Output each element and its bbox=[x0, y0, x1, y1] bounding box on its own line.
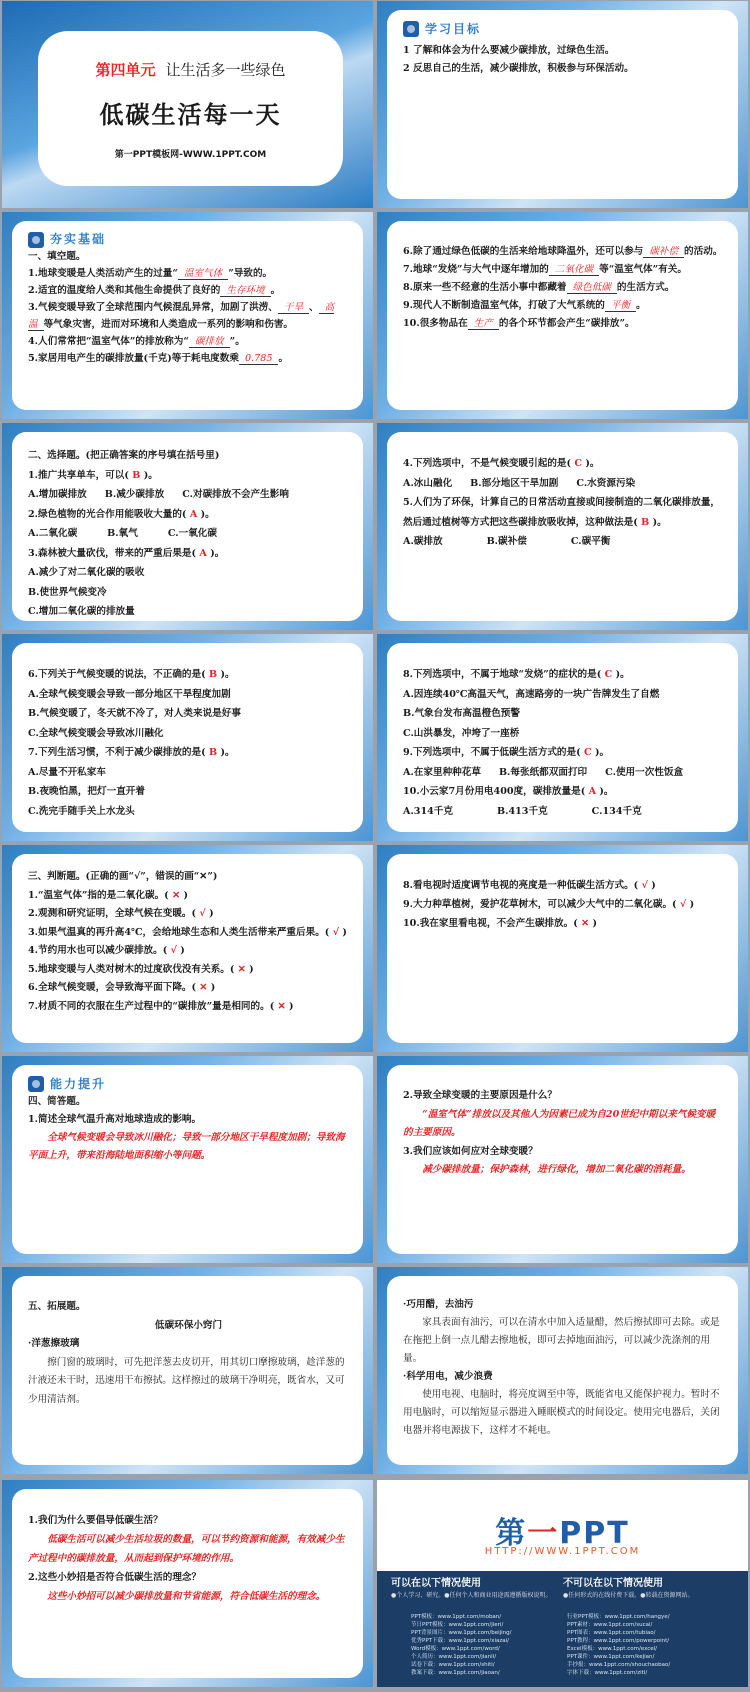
slide-card bbox=[387, 1065, 738, 1254]
link[interactable]: PPT模板：www.1ppt.com/moban/ bbox=[411, 1614, 502, 1620]
link-list bbox=[411, 1613, 512, 1677]
q-text: ) bbox=[689, 899, 695, 910]
ability2-body bbox=[403, 1087, 724, 1180]
header-icon bbox=[28, 1076, 44, 1092]
answer: √ bbox=[332, 926, 340, 938]
q-text: )。 bbox=[210, 547, 225, 559]
option: B.使世界气候变冷 bbox=[28, 586, 107, 598]
option: C.使用一次性饭盒 bbox=[605, 766, 684, 778]
q-text: 5.地球变暖与人类对树木的过度砍伐没有关系。( bbox=[28, 963, 235, 975]
q-text: 3.森林被大量砍伐，带来的严重后果是( bbox=[28, 547, 197, 559]
option: B.气象台发布高温橙色预警 bbox=[403, 708, 520, 719]
link[interactable]: 个人简历：www.1ppt.com/jianli/ bbox=[411, 1654, 497, 1660]
choice-q6 bbox=[28, 665, 349, 685]
slide-choice3[interactable] bbox=[2, 634, 373, 841]
link[interactable]: PPT背景图片：www.1ppt.com/beijing/ bbox=[411, 1630, 512, 1636]
question: 1.简述全球气温升高对地球造成的影响。 bbox=[28, 1114, 202, 1125]
judge-item bbox=[28, 998, 349, 1017]
link[interactable]: PPT课件：www.1ppt.com/kejian/ bbox=[567, 1654, 655, 1660]
q-text: 1.“温室气体”指的是二氧化碳。( bbox=[28, 889, 169, 901]
answer: B bbox=[209, 669, 218, 680]
link[interactable]: Excel模板：www.1ppt.com/excel/ bbox=[567, 1646, 658, 1652]
header-icon bbox=[28, 232, 44, 248]
slide-choice1[interactable] bbox=[2, 423, 373, 630]
extend-body bbox=[28, 1298, 349, 1409]
answer: √ bbox=[679, 899, 687, 910]
answer: B bbox=[209, 747, 218, 758]
tip-text: 家具表面有油污，可以在清水中加入适量醋，然后擦拭即可去除。或是在拖把上倒一点儿醋去擦地板，即可去掉地面油污，可以减少洗涤剂的用量。 bbox=[403, 1317, 720, 1364]
judge-item bbox=[28, 924, 349, 943]
option: B.减少碳排放 bbox=[104, 489, 165, 500]
slide-judge1[interactable] bbox=[2, 845, 373, 1052]
q-text: )。 bbox=[220, 669, 235, 680]
option: B.碳补偿 bbox=[486, 536, 527, 547]
fill-q1 bbox=[28, 265, 349, 282]
q-text: 2.绿色植物的光合作用能吸收大量的( bbox=[28, 508, 187, 520]
slide-card bbox=[387, 10, 738, 199]
fill-q8 bbox=[403, 279, 724, 297]
q-text: ) bbox=[183, 889, 188, 901]
judge-item bbox=[28, 905, 349, 924]
answer: ✕ bbox=[581, 918, 590, 929]
q-text: 7.下列生活习惯，不利于减少碳排放的是( bbox=[28, 747, 206, 758]
q-text: 5.家居用电产生的碳排放量(千克)等于耗电度数乘 bbox=[28, 353, 239, 364]
option: A.全球气候变暖会导致一部分地区干旱程度加剧 bbox=[28, 688, 231, 700]
slide-ability[interactable] bbox=[2, 1056, 373, 1263]
answer-text: 全球气候变暖会导致冰川融化；导致一部分地区干旱程度加剧；导致海平面上升，带来沿海陆地面积缩小等问题。 bbox=[28, 1132, 345, 1161]
slide-fill2[interactable] bbox=[377, 212, 748, 419]
answer-text: 低碳生活可以减少生活垃圾的数量，可以节约资源和能源，有效减少生产过程中的碳排放量，从而起到保护环境的作用。 bbox=[28, 1534, 345, 1564]
answer: B bbox=[641, 516, 650, 528]
link[interactable]: PPT图表：www.1ppt.com/tubiao/ bbox=[567, 1630, 656, 1636]
cover-site: 第一PPT模板网-WWW.1PPT.COM bbox=[114, 150, 267, 160]
judge1-body bbox=[28, 868, 349, 1016]
slide-card bbox=[12, 432, 363, 621]
q-text: 。 bbox=[636, 300, 646, 311]
tip-text: 擦门窗的玻璃时，可先把洋葱去皮切开，用其切口摩擦玻璃，趁洋葱的汁液还未干时，迅速用干布擦拭。这样擦过的玻璃干净明亮，既省水，又可少用清洁剂。 bbox=[28, 1356, 345, 1405]
answer: C bbox=[584, 747, 592, 758]
judge-item bbox=[403, 876, 724, 895]
choice4-body bbox=[403, 665, 724, 821]
answer: 平衡 bbox=[605, 300, 636, 312]
answer: 生产 bbox=[468, 318, 499, 330]
cover-title: 低碳生活每一天 bbox=[99, 100, 282, 129]
options bbox=[403, 802, 724, 822]
q-text: 9.下列选项中，不属于低碳生活方式的是( bbox=[403, 747, 581, 758]
option: B.每张纸都双面打印 bbox=[498, 766, 588, 778]
goals-body bbox=[403, 20, 724, 78]
fill-q4 bbox=[28, 333, 349, 350]
slide-card bbox=[12, 854, 363, 1043]
site-url[interactable]: HTTP://WWW.1PPT.COM bbox=[484, 1546, 641, 1557]
q-text: )。 bbox=[599, 786, 614, 797]
q-text: 5.人们为了环保，计算自己的日常活动直接或间接制造的二氧化碳排放量，然后通过植树等方式把这些碳排放吸收掉，这种做法是( bbox=[403, 497, 721, 528]
tip-text: 使用电视、电脑时，将亮度调至中等，既能省电又能保护视力。暂时不用电脑时，可以缩短显示器进入睡眠模式的时间设定。使用完电器后，关闭电器并将电源拔下，这样才不耗电。 bbox=[403, 1389, 720, 1436]
q-text: 的活动。 bbox=[684, 246, 723, 257]
option: B.413千克 bbox=[497, 805, 548, 817]
q-text: 6.除了通过绿色低碳的生活来给地球降温外，还可以参与 bbox=[403, 246, 644, 257]
q-text: )。 bbox=[615, 669, 630, 680]
link[interactable]: 优秀PPT下载：www.1ppt.com/xiazai/ bbox=[411, 1638, 510, 1644]
q-text: 2.观测和研究证明，全球气候在变暖。( bbox=[28, 908, 197, 919]
section-title: 三、判断题。(正确的画“√”，错误的画“✕”) bbox=[28, 871, 218, 882]
choice-q2 bbox=[28, 505, 349, 525]
option: A.二氧化碳 bbox=[28, 528, 78, 539]
header-title: 夯实基础 bbox=[50, 232, 107, 246]
answer: √ bbox=[641, 880, 648, 891]
q-text: 10.小云家7月份用电400度，碳排放量是( bbox=[403, 786, 586, 797]
option: C.一氧化碳 bbox=[167, 528, 217, 539]
goal-item: 2 反思自己的生活，减少碳排放，积极参与环保活动。 bbox=[403, 63, 634, 74]
slide-card bbox=[12, 221, 363, 410]
q-text: )。 bbox=[200, 508, 215, 520]
option: A.冰山融化 bbox=[403, 477, 453, 489]
header-icon bbox=[403, 21, 419, 37]
answer: 温室气体 bbox=[178, 268, 228, 280]
slide-choice2[interactable] bbox=[377, 423, 748, 630]
q-text: 3.气候变暖导致了全球范围内气候混乱异常，加剧了洪涝、 bbox=[28, 302, 278, 313]
basics-body bbox=[28, 231, 349, 367]
q-text: )。 bbox=[652, 516, 667, 528]
options bbox=[403, 763, 724, 783]
q-text: 1.地球变暖是人类活动产生的过量“ bbox=[28, 268, 178, 279]
option: C.对碳排放不会产生影响 bbox=[182, 489, 289, 500]
q-text: 7.材质不同的衣服在生产过程中的“碳排放”量是相同的。( bbox=[28, 1000, 275, 1012]
answer: A bbox=[189, 508, 198, 520]
unit-title: 让生活多一些绿色 bbox=[165, 61, 286, 79]
answer-text: “温室气体”排放以及其他人为因素已成为自20世纪中期以来气候变暖的主要原因。 bbox=[403, 1108, 716, 1138]
options bbox=[28, 524, 349, 544]
unit-label: 第四单元 bbox=[95, 61, 156, 79]
q-text: 的生活方式。 bbox=[616, 282, 675, 293]
fill-q2 bbox=[28, 282, 349, 299]
options bbox=[403, 532, 724, 552]
options bbox=[403, 474, 724, 494]
q-text: 。 bbox=[278, 353, 289, 364]
goal-item: 1 了解和体会为什么要减少碳排放，过绿色生活。 bbox=[403, 45, 615, 56]
option: C.山洪暴发，冲垮了一座桥 bbox=[403, 727, 520, 739]
answer: A bbox=[588, 786, 597, 797]
answer: B bbox=[132, 469, 141, 481]
answer-text: 减少碳排放量；保护森林，进行绿化，增加二氧化碳的消耗量。 bbox=[422, 1164, 691, 1175]
q-text: ) bbox=[288, 1000, 294, 1012]
answer: 二氧化碳 bbox=[549, 264, 599, 276]
answer: ✕ bbox=[237, 963, 246, 975]
logo-part: 一 bbox=[527, 1516, 560, 1551]
slide-extend2[interactable] bbox=[377, 1267, 748, 1474]
slide-card bbox=[387, 221, 738, 410]
choice1-body bbox=[28, 446, 349, 621]
answer: ✕ bbox=[277, 1000, 286, 1012]
option: C.碳平衡 bbox=[570, 536, 611, 547]
link-list bbox=[567, 1613, 670, 1677]
slide-extend[interactable] bbox=[2, 1267, 373, 1474]
section-title: 五、拓展题。 bbox=[28, 1301, 86, 1312]
tips-title: 低碳环保小窍门 bbox=[154, 1319, 223, 1331]
q-text: 3.如果气温真的再升高4℃，会给地球生态和人类生活带来严重后果。( bbox=[28, 926, 330, 938]
logo-part: 第 bbox=[495, 1516, 528, 1551]
choice-q8 bbox=[403, 665, 724, 685]
can-title: 可以在以下情况使用 bbox=[391, 1578, 481, 1589]
link[interactable]: 教案下载：www.1ppt.com/jiaoan/ bbox=[411, 1670, 500, 1676]
slide-extend3[interactable] bbox=[2, 1480, 373, 1687]
choice-q1 bbox=[28, 466, 349, 486]
answer: C bbox=[574, 458, 583, 469]
q-text: ) bbox=[210, 982, 216, 993]
fill-q7 bbox=[403, 261, 724, 279]
choice-q7 bbox=[28, 743, 349, 763]
answer: 碳排放 bbox=[189, 336, 230, 348]
slide-card bbox=[12, 1276, 363, 1465]
q-text: 8.看电视时适度调节电视的亮度是一种低碳生活方式。( bbox=[403, 880, 639, 891]
section-header bbox=[28, 231, 349, 248]
fill-q9 bbox=[403, 297, 724, 315]
cannot-title: 不可以在以下情况使用 bbox=[563, 1578, 663, 1589]
answer: 生存环境 bbox=[220, 285, 270, 297]
option: C.水资源污染 bbox=[576, 477, 636, 489]
slide-basics[interactable] bbox=[2, 212, 373, 419]
q-text: 等“温室气体”有关。 bbox=[599, 264, 687, 275]
q-text: 1.推广共享单车，可以( bbox=[28, 469, 129, 481]
answer: 高温 bbox=[28, 302, 335, 330]
slide-card bbox=[387, 1276, 738, 1465]
fill-q5 bbox=[28, 350, 349, 367]
question: 1.我们为什么要倡导低碳生活？ bbox=[28, 1515, 163, 1526]
fill-q10 bbox=[403, 315, 724, 333]
slide-card bbox=[387, 432, 738, 621]
q-text: 4.下列选项中，不是气候变暖引起的是( bbox=[403, 458, 572, 469]
q-text: ) bbox=[592, 918, 598, 929]
option: C.134千克 bbox=[591, 805, 642, 817]
q-text: ) bbox=[342, 926, 347, 938]
tip-title: ·洋葱擦玻璃 bbox=[28, 1338, 80, 1349]
choice-q5 bbox=[403, 493, 724, 532]
judge2-body bbox=[403, 876, 724, 933]
answer: 0.785 bbox=[239, 353, 278, 365]
option: A.碳排放 bbox=[403, 536, 443, 547]
link[interactable]: 行业PPT模板：www.1ppt.com/hangye/ bbox=[567, 1614, 670, 1620]
q-text: ) bbox=[180, 945, 185, 956]
q-text: )。 bbox=[585, 458, 600, 469]
slide-card bbox=[12, 643, 363, 832]
q-text: 等气象灾害，进而对环境和人类造成一系列的影响和伤害。 bbox=[43, 319, 294, 330]
section-header bbox=[28, 1075, 349, 1093]
link[interactable]: PPT素材：www.1ppt.com/sucai/ bbox=[567, 1622, 653, 1628]
q-text: 9.现代人不断制造温室气体，打破了大气系统的 bbox=[403, 300, 605, 311]
extend3-body bbox=[28, 1511, 349, 1606]
section-title: 一、填空题。 bbox=[28, 251, 86, 262]
footer-panel bbox=[377, 1571, 748, 1687]
q-text: 2.适宜的温度给人类和其他生命提供了良好的 bbox=[28, 285, 221, 296]
question: 3.我们应该如何应对全球变暖？ bbox=[403, 1145, 538, 1157]
q-text: )。 bbox=[143, 469, 158, 481]
options bbox=[28, 485, 349, 505]
q-text: 9.大力种草植树，爱护花草树木，可以减少大气中的二氧化碳。( bbox=[403, 899, 677, 910]
slide-goals[interactable] bbox=[377, 1, 748, 208]
q-text: ) bbox=[249, 963, 254, 975]
answer-text: 这些小妙招可以减少碳排放量和节省能源，符合低碳生活的理念。 bbox=[47, 1591, 326, 1602]
q-text: 4.人们常常把“温室气体”的排放称为“ bbox=[28, 336, 189, 347]
section-title: 四、简答题。 bbox=[28, 1096, 86, 1107]
q-text: 8.原来一些不经意的生活小事中都藏着 bbox=[403, 282, 567, 293]
answer: A bbox=[199, 547, 207, 559]
judge-item bbox=[28, 961, 349, 980]
choice-q4 bbox=[403, 454, 724, 474]
slide-card bbox=[387, 854, 738, 1043]
cannot-use bbox=[563, 1577, 733, 1600]
q-text: ) bbox=[651, 880, 656, 891]
fill-q6 bbox=[403, 243, 724, 261]
answer: 干旱 bbox=[278, 302, 309, 314]
q-text: 7.地球“发烧”与大气中逐年增加的 bbox=[403, 264, 549, 275]
answer: ✕ bbox=[172, 889, 181, 901]
option: A.尽量不开私家车 bbox=[28, 766, 106, 778]
option: A.在家里种种花草 bbox=[403, 766, 481, 778]
option: A.增加碳排放 bbox=[28, 489, 87, 500]
option: B.夜晚怕黑，把灯一直开着 bbox=[28, 786, 145, 797]
slide-ability2[interactable] bbox=[377, 1056, 748, 1263]
judge-item bbox=[28, 942, 349, 961]
extend2-body bbox=[403, 1296, 724, 1440]
link[interactable]: PPT教程：www.1ppt.com/powerpoint/ bbox=[567, 1638, 670, 1644]
slide-cover[interactable] bbox=[2, 1, 373, 208]
option: A.314千克 bbox=[403, 805, 453, 817]
option: C.洗完手随手关上水龙头 bbox=[28, 805, 135, 817]
logo-part: PPT bbox=[559, 1516, 630, 1551]
judge-item bbox=[28, 979, 349, 998]
judge-item bbox=[403, 895, 724, 914]
q-text: ”。 bbox=[229, 336, 245, 347]
answer: C bbox=[604, 669, 613, 680]
q-text: 的各个环节都会产生“碳排放”。 bbox=[498, 318, 635, 329]
answer: 碳补偿 bbox=[643, 246, 684, 258]
cannot-text: ●任何形式的在线付费下载。●转载在资源网站。 bbox=[563, 1592, 694, 1599]
judge-item bbox=[28, 887, 349, 906]
slide-card bbox=[12, 1065, 363, 1254]
link[interactable]: 节日PPT模板：www.1ppt.com/jieri/ bbox=[411, 1622, 504, 1628]
q-text: 4.节约用水也可以减少碳排放。( bbox=[28, 945, 168, 956]
slide-choice4[interactable] bbox=[377, 634, 748, 841]
fill2-body bbox=[403, 243, 724, 333]
link[interactable]: 试卷下载：www.1ppt.com/shiti/ bbox=[411, 1662, 495, 1668]
tip-title: ·科学用电，减少浪费 bbox=[403, 1371, 493, 1382]
ability-body bbox=[28, 1075, 349, 1165]
option: C.全球气候变暖会导致冰川融化 bbox=[28, 727, 164, 739]
option: A.因连续40℃高温天气，高速路旁的一块广告牌发生了自燃 bbox=[403, 688, 660, 700]
slide-end[interactable] bbox=[377, 1480, 748, 1687]
q-text: 、 bbox=[309, 302, 319, 313]
question: 2.导致全球变暖的主要原因是什么？ bbox=[403, 1090, 557, 1101]
judge-item bbox=[403, 914, 724, 933]
section-title: 二、选择题。(把正确答案的序号填在括号里) bbox=[28, 450, 220, 461]
choice-q9 bbox=[403, 743, 724, 763]
slide-card bbox=[12, 1489, 363, 1678]
section-header bbox=[403, 20, 724, 38]
option: B.部分地区干旱加剧 bbox=[470, 477, 559, 489]
fill-q3 bbox=[28, 299, 349, 333]
q-text: 6.下列关于气候变暖的说法，不正确的是( bbox=[28, 669, 206, 680]
link[interactable]: Word模板：www.1ppt.com/word/ bbox=[411, 1646, 500, 1652]
slide-card bbox=[387, 643, 738, 832]
q-text: 8.下列选项中，不属于地球“发烧”的症状的是( bbox=[403, 669, 602, 680]
option: B.氧气 bbox=[107, 528, 138, 539]
choice-q10 bbox=[403, 782, 724, 802]
q-text: 6.全球气候变暖，会导致海平面下降。( bbox=[28, 982, 197, 993]
answer: ✕ bbox=[199, 982, 208, 993]
q-text: 。 bbox=[270, 285, 281, 296]
q-text: 10.我在家里看电视，不会产生碳排放。( bbox=[403, 918, 578, 929]
cover-card bbox=[38, 31, 343, 186]
link[interactable]: 字体下载：www.1ppt.com/ziti/ bbox=[567, 1670, 648, 1676]
option: A.减少了对二氧化碳的吸收 bbox=[28, 567, 145, 578]
q-text: ”导致的。 bbox=[228, 268, 273, 279]
answer: 绿色低碳 bbox=[567, 282, 617, 294]
choice2-body bbox=[403, 454, 724, 552]
answer: √ bbox=[170, 945, 177, 956]
question: 2.这些小妙招是否符合低碳生活的理念？ bbox=[28, 1572, 202, 1583]
option: B.气候变暖了，冬天就不冷了，对人类来说是好事 bbox=[28, 708, 241, 719]
slide-judge2[interactable] bbox=[377, 845, 748, 1052]
tip-title: ·巧用醋，去油污 bbox=[403, 1299, 474, 1310]
choice3-body bbox=[28, 665, 349, 821]
header-title: 学习目标 bbox=[425, 22, 482, 36]
header-title: 能力提升 bbox=[50, 1077, 107, 1091]
q-text: )。 bbox=[220, 747, 235, 758]
answer: √ bbox=[199, 908, 206, 919]
can-text: ●个人学习、研究。●任何个人和商业用途需遵循版权说明。 bbox=[391, 1592, 552, 1599]
option: C.增加二氧化碳的排放量 bbox=[28, 606, 135, 617]
unit-line bbox=[38, 59, 343, 80]
link[interactable]: 手抄报：www.1ppt.com/shouchaobao/ bbox=[567, 1662, 671, 1668]
q-text: )。 bbox=[594, 747, 610, 758]
choice-q3 bbox=[28, 544, 349, 564]
q-text: 10.很多物品在 bbox=[403, 318, 468, 329]
q-text: ) bbox=[209, 908, 214, 919]
can-use bbox=[391, 1577, 561, 1600]
